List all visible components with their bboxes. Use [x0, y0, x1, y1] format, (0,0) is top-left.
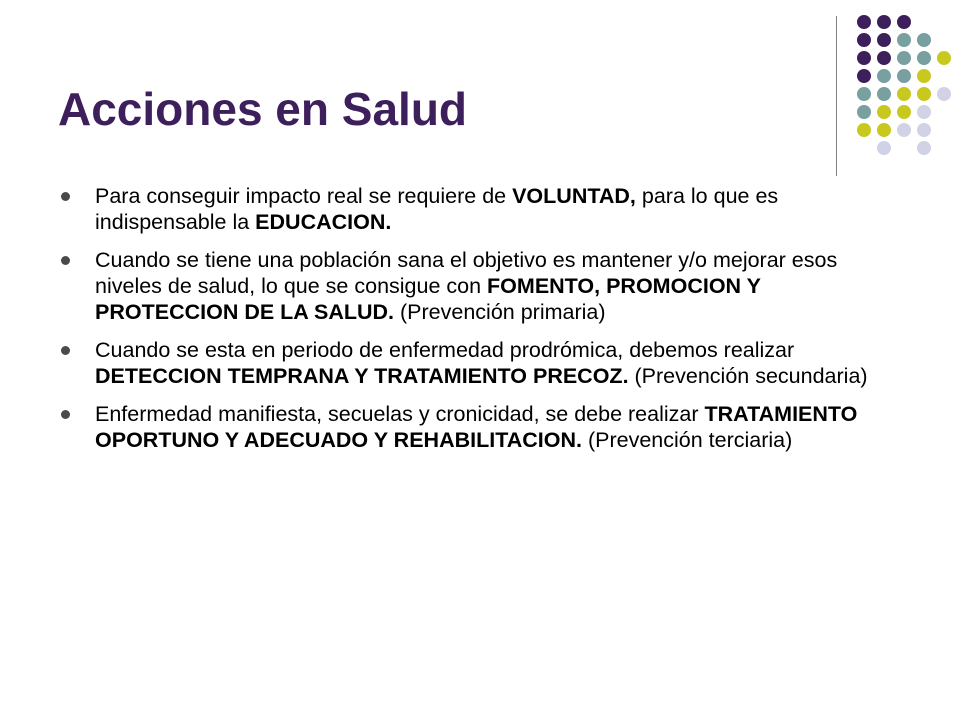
decorative-dot — [897, 51, 911, 65]
decorative-dot — [937, 87, 951, 101]
bullet-dot-icon — [61, 256, 70, 265]
bullet-dot-icon — [61, 410, 70, 419]
bullet-dot-icon — [61, 192, 70, 201]
decorative-dot — [897, 105, 911, 119]
decorative-dot — [897, 15, 911, 29]
bullet-text: (Prevención secundaria) — [628, 364, 868, 388]
decorative-dot — [917, 87, 931, 101]
decorative-dot — [917, 33, 931, 47]
decorative-dot — [917, 51, 931, 65]
decorative-dot — [857, 87, 871, 101]
decorative-dot — [877, 15, 891, 29]
bullet-list — [60, 183, 900, 465]
decorative-dot — [877, 87, 891, 101]
decorative-dot — [857, 33, 871, 47]
title-divider-line — [836, 16, 837, 176]
bullet-bold-text: DETECCION TEMPRANA Y TRATAMIENTO PRECOZ. — [95, 364, 629, 388]
bullet-dot-icon — [61, 346, 70, 355]
decorative-dot — [897, 87, 911, 101]
decorative-dot — [877, 51, 891, 65]
bullet-text: (Prevención terciaria) — [581, 428, 793, 452]
decorative-dot — [917, 69, 931, 83]
decorative-dot — [897, 33, 911, 47]
bullet-item — [60, 247, 900, 325]
bullet-text: Para conseguir impacto real se requiere de — [95, 184, 513, 208]
slide-title: Acciones en Salud — [58, 83, 468, 135]
decorative-dot — [857, 51, 871, 65]
decorative-dot — [877, 123, 891, 137]
decorative-dot — [857, 69, 871, 83]
decorative-dot — [857, 15, 871, 29]
bullet-text: (Prevención primaria) — [394, 300, 606, 324]
decorative-dot — [917, 123, 931, 137]
decorative-dot — [877, 33, 891, 47]
decorative-dot — [857, 123, 871, 137]
decorative-dot — [897, 123, 911, 137]
bullet-text: Cuando se esta en periodo de enfermedad prodrómica, debemos realizar — [95, 338, 795, 362]
decorative-dot — [877, 69, 891, 83]
bullet-item — [60, 401, 900, 453]
bullet-text: Enfermedad manifiesta, secuelas y cronicidad, se debe realizar — [95, 402, 705, 426]
decorative-dot — [857, 105, 871, 119]
bullet-bold-text: FOMENTO, PROMOCION Y PROTECCION DE LA SALUD. — [95, 274, 761, 324]
decorative-dot — [917, 141, 931, 155]
decorative-dot — [897, 69, 911, 83]
bullet-bold-text: EDUCACION. — [255, 210, 392, 234]
decorative-dot — [877, 105, 891, 119]
bullet-item — [60, 337, 900, 389]
decorative-dot — [917, 105, 931, 119]
decorative-dot — [937, 51, 951, 65]
bullet-item — [60, 183, 900, 235]
bullet-text: Cuando se tiene una población sana el objetivo es mantener y/o mejorar esos niveles de salud, lo que se consigue con — [95, 248, 838, 298]
decorative-dot — [877, 141, 891, 155]
bullet-text: para lo que es indispensable la — [95, 184, 779, 234]
bullet-bold-text: VOLUNTAD, — [512, 184, 636, 208]
bullet-bold-text: TRATAMIENTO OPORTUNO Y ADECUADO Y REHABILITACION. — [95, 402, 858, 452]
